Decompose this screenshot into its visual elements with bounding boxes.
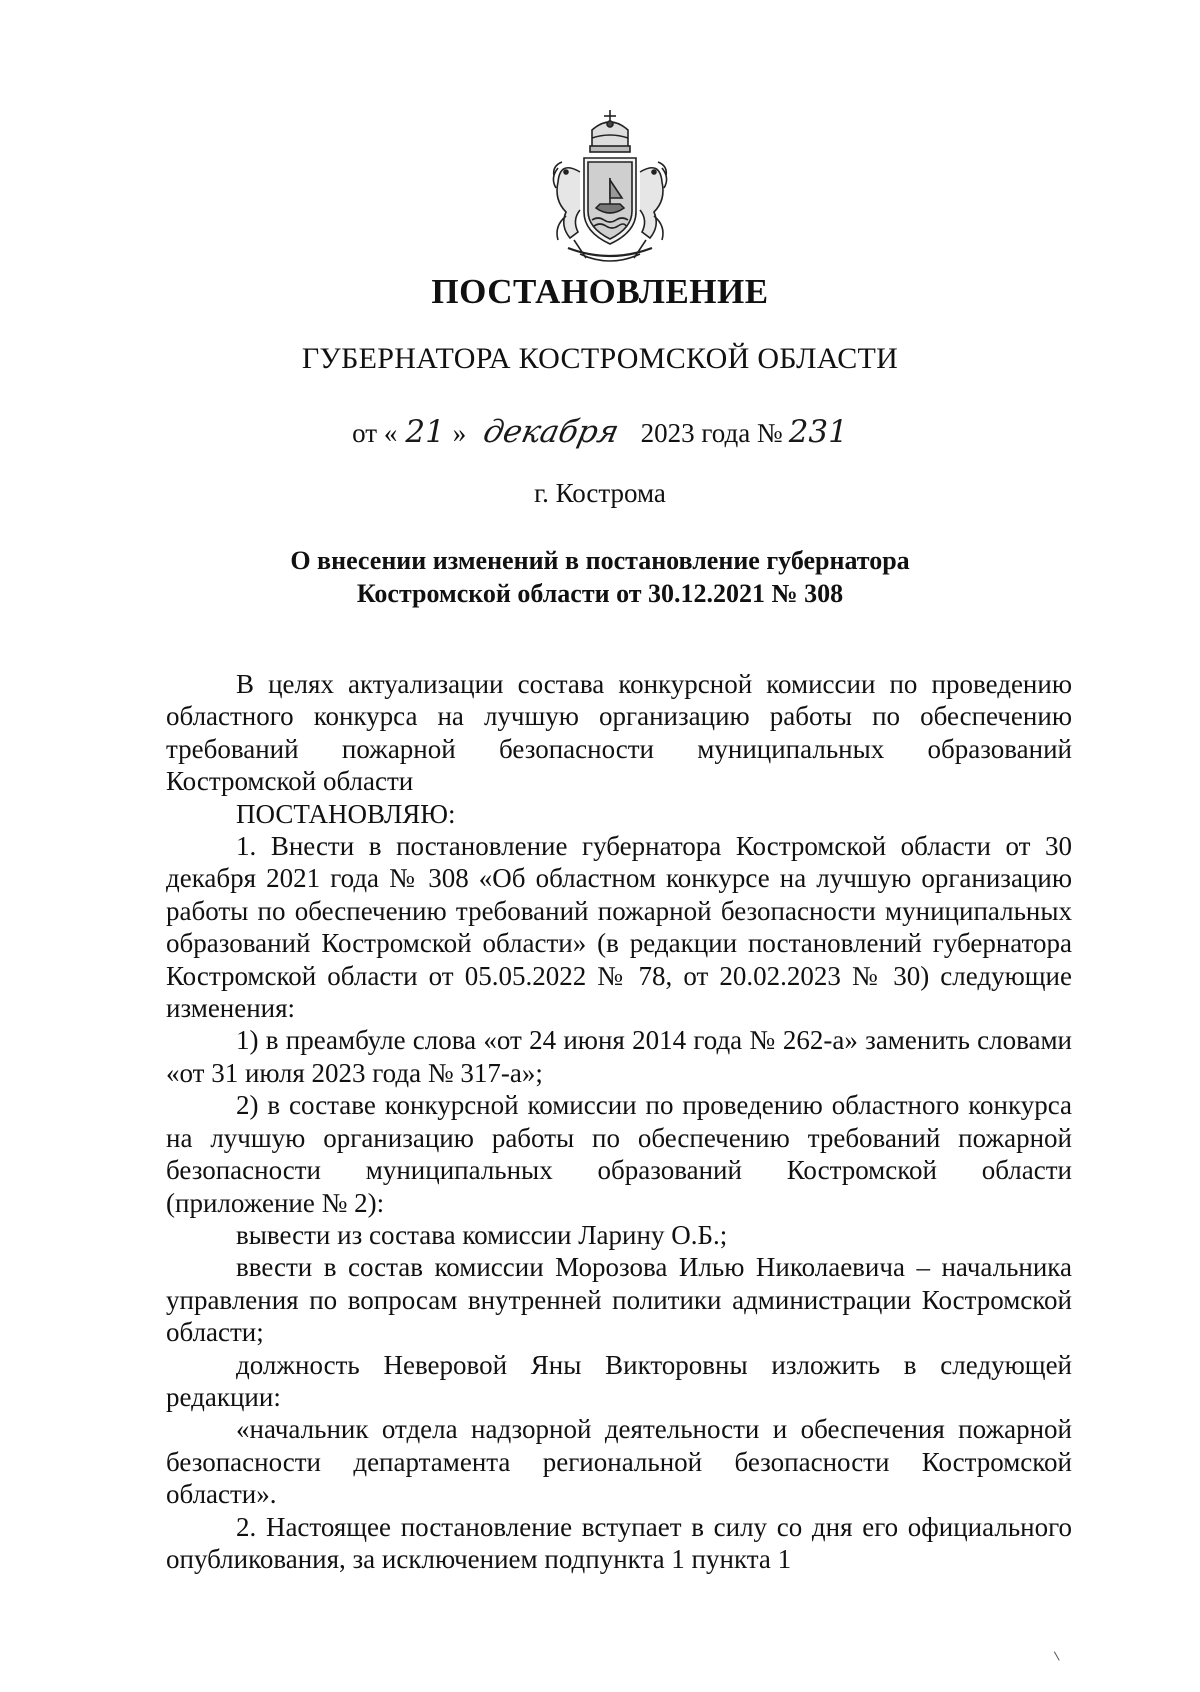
document-title: ПОСТАНОВЛЕНИЕ bbox=[431, 272, 769, 311]
paragraph-new-position: «начальник отдела надзорной деятельности и обеспечения пожарной безопасности департамента региональной безопасности Костромской области». bbox=[166, 1414, 1072, 1510]
paragraph-position-change: должность Неверовой Яны Викторовны изложить в следующей редакции: bbox=[166, 1349, 1072, 1412]
paragraph-subitem-1: 1) в преамбуле слова «от 24 июня 2014 года № 262-а» заменить словами «от 31 июля 2023 года № 317-а»; bbox=[166, 1025, 1072, 1088]
scan-mark bbox=[1054, 1649, 1063, 1660]
document-heading bbox=[0, 544, 1200, 610]
date-quote-close: » bbox=[452, 418, 467, 448]
kostroma-coat-of-arms-icon bbox=[540, 108, 680, 270]
handwritten-day: 21 bbox=[405, 414, 445, 450]
paragraph-add-member: ввести в состав комиссии Морозова Илью Николаевича – начальника управления по вопросам внутренней политики администрации Костромской области; bbox=[166, 1252, 1072, 1348]
document-city: г. Кострома bbox=[534, 478, 666, 508]
handwritten-month: декабря bbox=[480, 414, 623, 450]
date-year-text: 2023 года № bbox=[640, 418, 783, 448]
date-prefix: от « bbox=[352, 418, 398, 448]
heading-line-2: Костромской области от 30.12.2021 № 308 bbox=[356, 579, 844, 608]
document-issuer: ГУБЕРНАТОРА КОСТРОМСКОЙ ОБЛАСТИ bbox=[301, 342, 899, 375]
paragraph-resolve: ПОСТАНОВЛЯЮ: bbox=[236, 798, 456, 829]
heading-line-1: О внесении изменений в постановление губернатора bbox=[290, 546, 910, 575]
paragraph-subitem-2: 2) в составе конкурсной комиссии по проведению областного конкурса на лучшую организацию работы по обеспечению требований пожарной безопасности муниципальных образований Костромской области (приложение № 2): bbox=[166, 1090, 1072, 1218]
document-body bbox=[166, 668, 1072, 1575]
paragraph-item-2: 2. Настоящее постановление вступает в силу со дня его официального опубликования, за исключением подпункта 1 пункта 1 bbox=[166, 1511, 1072, 1574]
date-line bbox=[0, 414, 1200, 450]
handwritten-number: 231 bbox=[788, 414, 848, 450]
paragraph-preamble: В целях актуализации состава конкурсной комиссии по проведению областного конкурса на лучшую организацию работы по обеспечению требований пожарной безопасности муниципальных образований Костромской области bbox=[166, 669, 1072, 797]
paragraph-item-1: 1. Внести в постановление губернатора Костромской области от 30 декабря 2021 года № 308 «Об областном конкурсе на лучшую организацию работы по обеспечению требований пожарной безопасности муниципальных образований Костромской области» (в редакции постановлений губернатора Костромской области от 05.05.2022 № 78, от 20.02.2023 № 30) следующие изменения: bbox=[166, 831, 1072, 1024]
paragraph-remove-member: вывести из состава комиссии Ларину О.Б.; bbox=[236, 1219, 728, 1250]
